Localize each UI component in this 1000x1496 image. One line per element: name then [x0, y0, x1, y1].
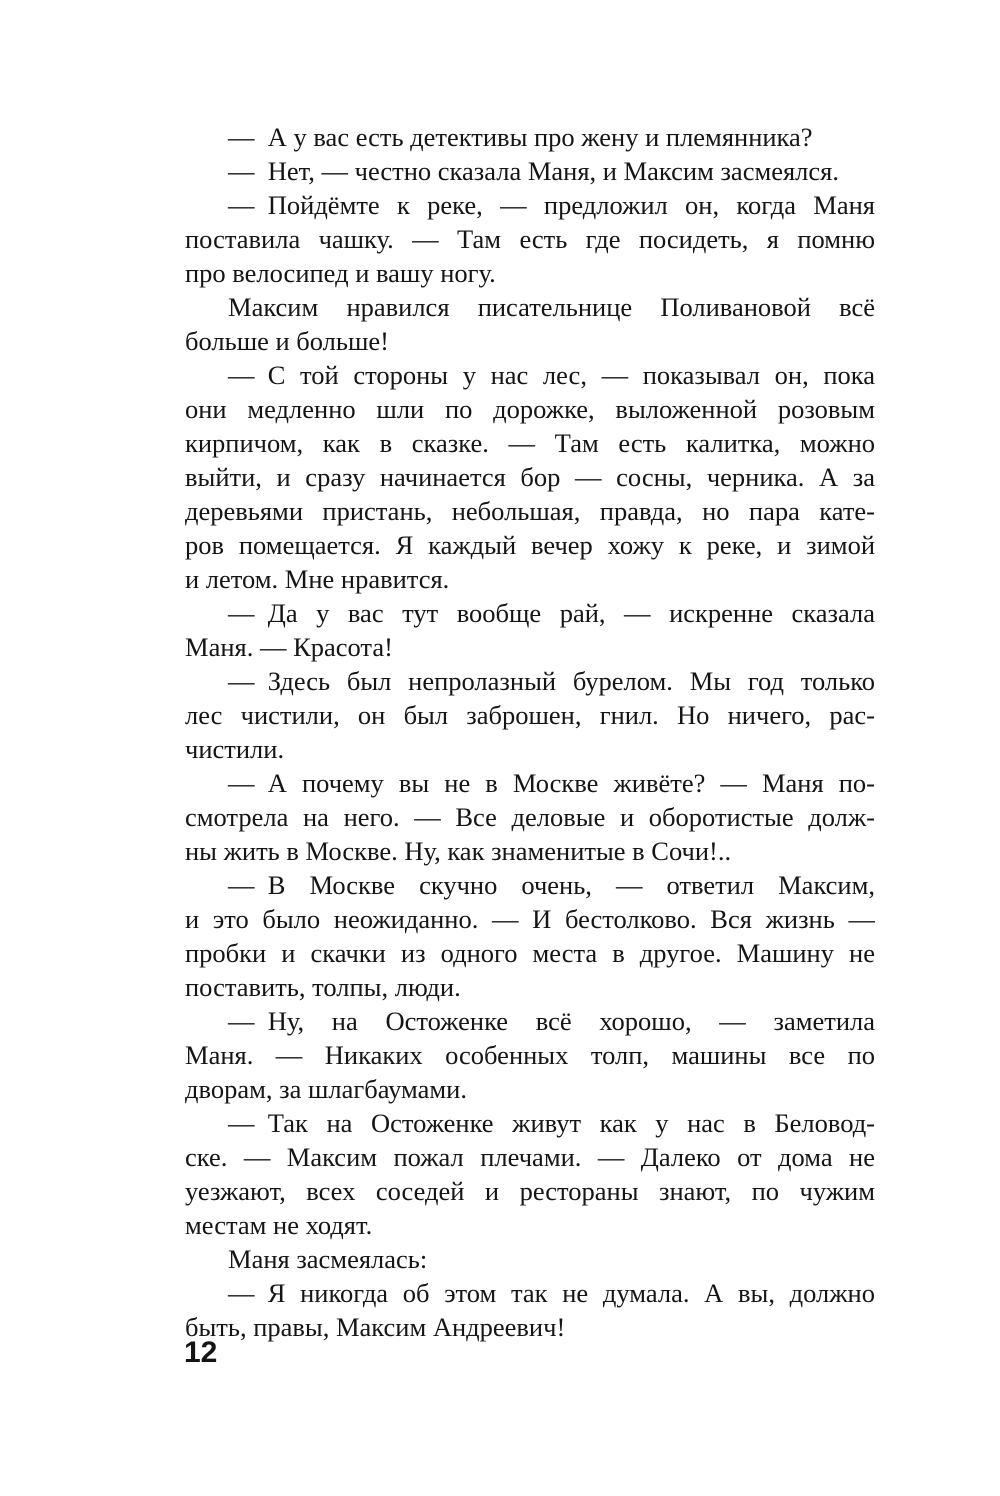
paragraph — [185, 290, 875, 358]
text-line: — Нет, — честно сказала Маня, и Максим засмеялся. — [228, 156, 839, 186]
text-line: дворам, за шлагбаумами. — [185, 1074, 467, 1104]
paragraph — [185, 1242, 875, 1276]
text-line: уезжают, всех соседей и рестораны знают, по чужим — [185, 1176, 875, 1206]
text-line: — Да у вас тут вообще рай, — искренне сказала — [228, 598, 875, 628]
text-line: — Пойдёмте к реке, — предложил он, когда Маня — [228, 190, 875, 220]
paragraph — [185, 1276, 875, 1344]
text-line: поставить, толпы, люди. — [185, 972, 461, 1002]
text-line: Маня. — Никаких особенных толп, машины все по — [185, 1040, 875, 1070]
text-line: Максим нравился писательнице Поливановой всё — [228, 292, 875, 322]
paragraph — [185, 596, 875, 664]
text-line: ске. — Максим пожал плечами. — Далеко от дома не — [185, 1142, 875, 1172]
text-line: больше и больше! — [185, 326, 389, 356]
text-line: — Здесь был непролазный бурелом. Мы год только — [228, 666, 875, 696]
text-line: деревьями пристань, небольшая, правда, но пара кате- — [185, 496, 875, 526]
text-line: быть, правы, Максим Андреевич! — [185, 1312, 566, 1342]
paragraph — [185, 1106, 875, 1242]
text-line: ров помещается. Я каждый вечер хожу к реке, и зимой — [185, 530, 875, 560]
text-line: поставила чашку. — Там есть где посидеть, я помню — [185, 224, 875, 254]
text-line: — С той стороны у нас лес, — показывал он, пока — [228, 360, 875, 390]
paragraph — [185, 766, 875, 868]
text-line: лес чистили, он был заброшен, гнил. Но ничего, рас- — [185, 700, 875, 730]
paragraph — [185, 664, 875, 766]
paragraph — [185, 120, 875, 154]
text-line: — Я никогда об этом так не думала. А вы, должно — [228, 1278, 875, 1308]
text-line: выйти, и сразу начинается бор — сосны, черника. А за — [185, 462, 875, 492]
page-number: 12 — [184, 1336, 218, 1369]
text-line: Маня. — Красота! — [185, 632, 393, 662]
text-line: ны жить в Москве. Ну, как знаменитые в Сочи!.. — [185, 836, 732, 866]
paragraph — [185, 1004, 875, 1106]
text-line: — Ну, на Остоженке всё хорошо, — заметила — [228, 1006, 875, 1036]
text-line: — Так на Остоженке живут как у нас в Беловод- — [228, 1108, 875, 1138]
text-column — [185, 120, 875, 1344]
text-line: смотрела на него. — Все деловые и оборотистые долж- — [185, 802, 875, 832]
paragraph — [185, 188, 875, 290]
text-line: пробки и скачки из одного места в другое. Машину не — [185, 938, 875, 968]
text-line: местам не ходят. — [185, 1210, 373, 1240]
text-line: — А почему вы не в Москве живёте? — Маня по- — [228, 768, 875, 798]
paragraph — [185, 154, 875, 188]
text-line: и летом. Мне нравится. — [185, 564, 450, 594]
text-line: они медленно шли по дорожке, выложенной розовым — [185, 394, 875, 424]
text-line: кирпичом, как в сказке. — Там есть калитка, можно — [185, 428, 875, 458]
text-line: — А у вас есть детективы про жену и племянника? — [228, 122, 813, 152]
paragraph — [185, 868, 875, 1004]
text-line: про велосипед и вашу ногу. — [185, 258, 496, 288]
text-line: Маня засмеялась: — [228, 1244, 428, 1274]
paragraph — [185, 358, 875, 596]
text-line: и это было неожиданно. — И бестолково. Вся жизнь — — [185, 904, 875, 934]
text-line: чистили. — [185, 734, 285, 764]
text-line: — В Москве скучно очень, — ответил Максим, — [228, 870, 875, 900]
